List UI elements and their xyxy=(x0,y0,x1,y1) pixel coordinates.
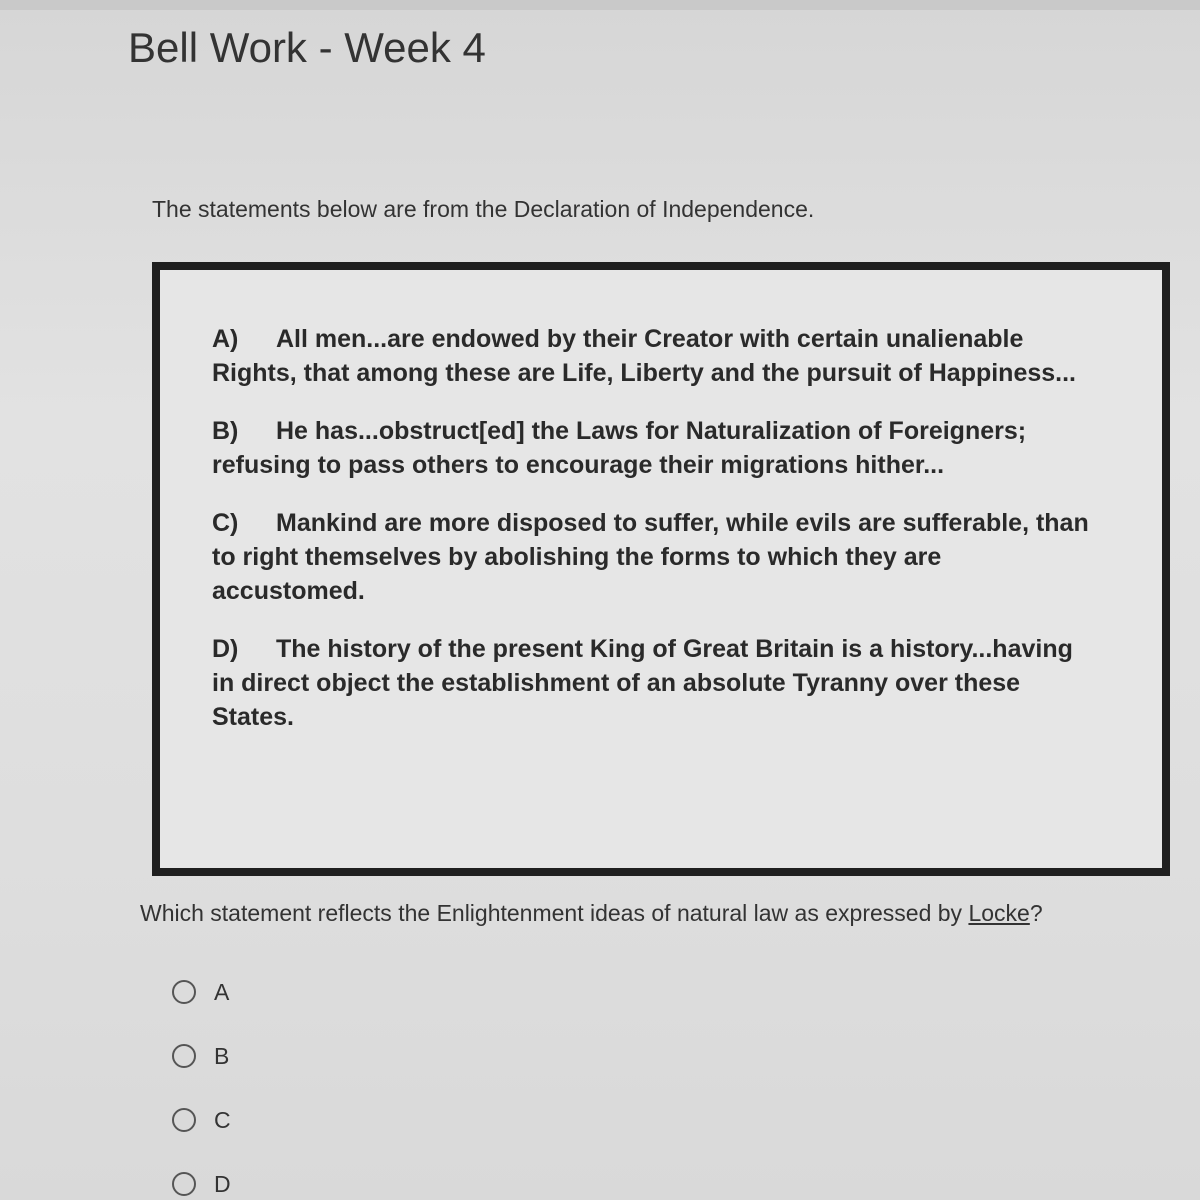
option-b[interactable] xyxy=(172,1024,231,1088)
question-text xyxy=(140,900,1043,927)
radio-button-icon[interactable] xyxy=(172,980,196,1004)
statement-b xyxy=(212,414,1092,482)
radio-button-icon[interactable] xyxy=(172,1172,196,1196)
radio-button-icon[interactable] xyxy=(172,1108,196,1132)
answer-options xyxy=(172,960,231,1200)
top-strip xyxy=(0,0,1200,10)
statement-text: The history of the present King of Great Britain is a history...having in direct object the establishment of an absolute Tyranny over these States. xyxy=(212,635,1073,731)
statement-text: He has...obstruct[ed] the Laws for Naturalization of Foreigners; refusing to pass others to encourage their migrations hither... xyxy=(212,417,1027,479)
intro-text: The statements below are from the Declaration of Independence. xyxy=(152,196,815,222)
option-label: D xyxy=(214,1170,231,1197)
page-title: Bell Work - Week 4 xyxy=(128,24,486,71)
radio-button-icon[interactable] xyxy=(172,1044,196,1068)
statement-letter: D) xyxy=(212,635,239,663)
option-label: A xyxy=(214,978,230,1005)
option-c[interactable] xyxy=(172,1088,231,1152)
statement-text: All men...are endowed by their Creator with certain unalienable Rights, that among these are Life, Liberty and the pursuit of Happiness... xyxy=(212,325,1077,387)
locke-link[interactable]: Locke xyxy=(968,900,1030,926)
question-suffix: ? xyxy=(1029,900,1043,926)
option-a[interactable] xyxy=(172,960,231,1024)
statement-d xyxy=(212,632,1092,734)
statement-c xyxy=(212,506,1092,608)
statement-text: Mankind are more disposed to suffer, while evils are sufferable, than to right themselves by abolishing the forms to which they are accustomed. xyxy=(212,509,1089,605)
statement-letter: C) xyxy=(212,509,239,537)
statement-a xyxy=(212,322,1092,390)
statement-letter: B) xyxy=(212,417,239,445)
option-label: B xyxy=(214,1042,230,1069)
question-prefix: Which statement reflects the Enlightenment ideas of natural law as expressed by xyxy=(140,900,969,926)
statement-letter: A) xyxy=(212,325,239,353)
statements-box xyxy=(152,262,1170,876)
option-d[interactable] xyxy=(172,1152,231,1200)
option-label: C xyxy=(214,1106,231,1133)
